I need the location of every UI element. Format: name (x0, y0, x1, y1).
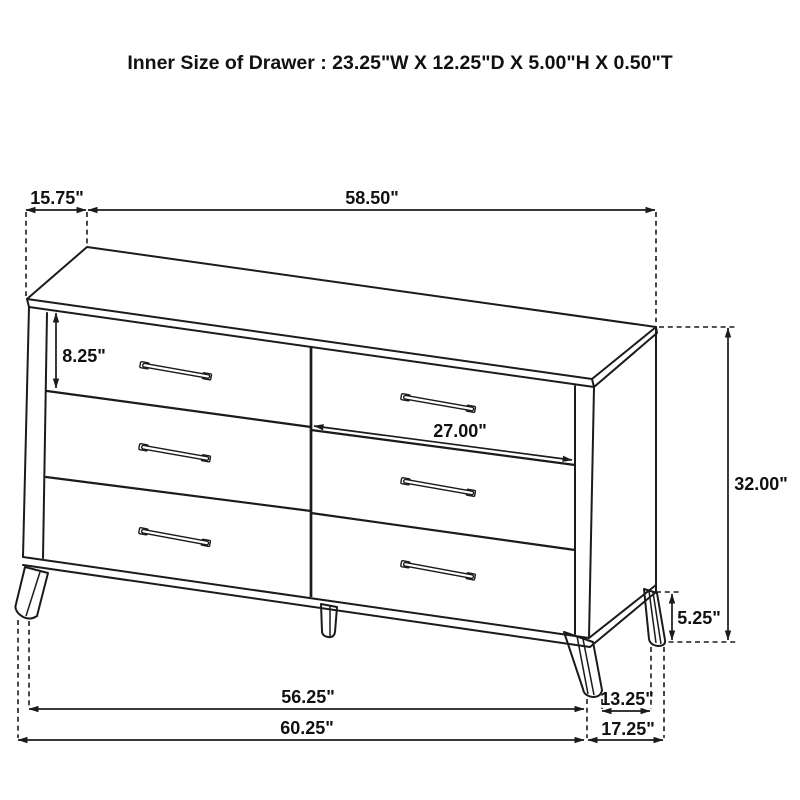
handle-left-1 (140, 362, 212, 380)
front-right-corner-edge (589, 387, 594, 638)
dim-label-top-depth: 15.75" (30, 188, 84, 208)
dimension-lines (18, 210, 728, 740)
diagram-title: Inner Size of Drawer : 23.25"W X 12.25"D X 5.00"H X 0.50"T (127, 52, 673, 74)
dimension-labels (30, 188, 788, 739)
handle-left-2 (139, 444, 211, 462)
handle-right-3 (401, 561, 476, 581)
left-front-edge (23, 307, 29, 557)
dim-label-leg-stance-depth: 13.25" (600, 689, 654, 709)
left-drawer-split-1 (47, 391, 311, 427)
back-right-leg (644, 589, 665, 646)
drawer-left-edge (43, 313, 47, 558)
dim-label-overall-depth: 17.25" (601, 719, 655, 739)
dim-label-top-width: 58.50" (345, 188, 399, 208)
dim-label-overall-width: 60.25" (280, 718, 334, 738)
dim-label-base-width-between-legs: 56.25" (281, 687, 335, 707)
extension-lines (18, 212, 737, 738)
drawer-handles (139, 362, 476, 581)
dim-label-drawer-front-height: 8.25" (62, 346, 106, 366)
top-face (27, 247, 656, 379)
dim-label-drawer-width: 27.00" (433, 421, 487, 441)
handle-right-2 (401, 478, 476, 497)
front-left-leg (15, 567, 48, 619)
dresser (15, 247, 665, 697)
handle-left-3 (139, 528, 211, 547)
handle-right-1 (401, 394, 476, 413)
left-drawer-split-2 (46, 477, 311, 511)
right-drawer-split-2 (311, 513, 575, 550)
bottom-rail-upper (23, 557, 656, 638)
top-right-edge (594, 327, 657, 387)
dim-label-leg-height: 5.25" (677, 608, 721, 628)
dim-label-overall-height: 32.00" (734, 474, 788, 494)
